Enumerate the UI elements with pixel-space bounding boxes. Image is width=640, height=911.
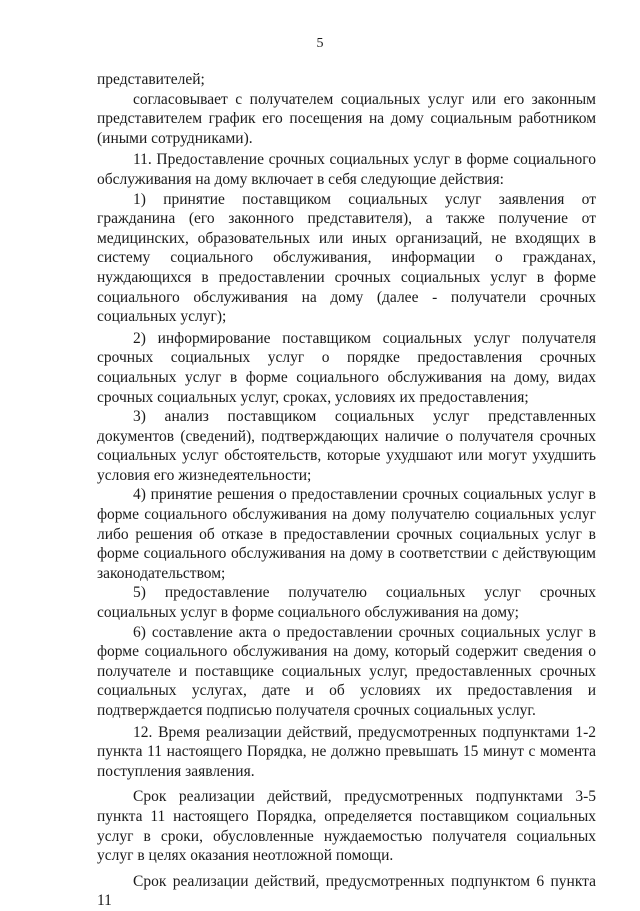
paragraph-continuation: представителей; <box>97 71 205 88</box>
paragraph-term-6: Срок реализации действий, предусмотренных подпунктом 6 пункта 11 <box>97 872 596 910</box>
paragraph-schedule-agreement: согласовывает с получателем социальных услуг или его законным представителем график его посещения на дому социальным работником (иными сотрудниками). <box>97 90 596 147</box>
paragraph-subitem-2: 2) информирование поставщиком социальных услуг получателя срочных социальных услуг о порядке предоставления срочных социальных услуг в форме социального обслуживания на дому, видах срочных социальных услуг, сроках, условиях их предоставления; <box>97 329 596 406</box>
document-body <box>97 70 596 911</box>
page-number: 5 <box>316 36 324 51</box>
paragraph-item-11: 11. Предоставление срочных социальных услуг в форме социального обслуживания на дому включает в себя следующие действия: <box>97 151 596 188</box>
paragraph-subitem-6: 6) составление акта о предоставлении срочных социальных услуг в форме социального обслуживания на дому, который содержит сведения о получателе и поставщике социальных услуг, предоставленных срочных социальных услугах, дате и об условиях их предоставления и подтверждается подписью получателя срочных социальных услуг. <box>97 623 596 719</box>
paragraph-subitem-4: 4) принятие решения о предоставлении срочных социальных услуг в форме социального обслуживания на дому получателю социальных услуг либо решения об отказе в предоставлении срочных социальных услуг в форме социального обслуживания на дому в соответствии с действующим законодательством; <box>97 486 596 582</box>
paragraph-subitem-5: 5) предоставление получателю социальных услуг срочных социальных услуг в форме социального обслуживания на дому; <box>97 584 596 622</box>
paragraph-term-3-5: Срок реализации действий, предусмотренных подпунктами 3-5 пункта 11 настоящего Порядка, определяется поставщиком социальных услуг в сроки, обусловленные нуждаемостью получателя социальных услуг в целях оказания неотложной помощи. <box>97 788 596 865</box>
paragraph-subitem-1: 1) принятие поставщиком социальных услуг заявления от гражданина (его законного представителя), а также получение от медицинских, образовательных или иных организаций, не входящих в систему социального обслуживания, информации о гражданах, нуждающихся в предоставлении срочных социальных услуг в форме социального обслуживания на дому (далее - получатели срочных социальных услуг); <box>97 190 596 326</box>
paragraph-subitem-3: 3) анализ поставщиком социальных услуг представленных документов (сведений), подтверждающих наличие о получателя срочных социальных услуг обстоятельств, которые ухудшают или могут ухудшить условия его жизнедеятельности; <box>97 408 596 484</box>
paragraph-item-12: 12. Время реализации действий, предусмотренных подпунктами 1-2 пункта 11 настоящего Порядка, не должно превышать 15 минут с момента поступления заявления. <box>97 723 596 780</box>
